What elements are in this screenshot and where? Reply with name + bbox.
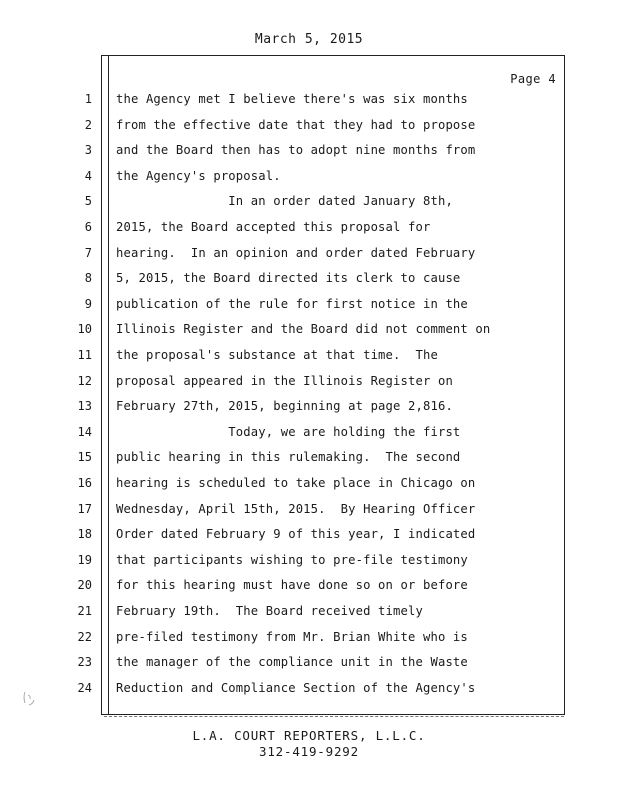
transcript-line: the manager of the compliance unit in the Waste <box>116 655 468 669</box>
transcript-line: Illinois Register and the Board did not comment on <box>116 322 491 336</box>
line-number: 6 <box>84 220 92 234</box>
line-number: 14 <box>77 425 92 439</box>
transcript-line: hearing is scheduled to take place in Chicago on <box>116 476 476 490</box>
line-number: 1 <box>84 92 92 106</box>
line-number: 18 <box>77 527 92 541</box>
transcript-line: and the Board then has to adopt nine months from <box>116 143 476 157</box>
line-number: 17 <box>77 502 92 516</box>
line-number: 24 <box>77 681 92 695</box>
transcript-date: March 5, 2015 <box>254 32 364 47</box>
scan-artifact-icon <box>22 688 36 708</box>
transcript-line: February 27th, 2015, beginning at page 2,816. <box>116 399 453 413</box>
line-number: 8 <box>84 271 92 285</box>
transcript-line: that participants wishing to pre-file testimony <box>116 553 468 567</box>
line-number: 11 <box>77 348 92 362</box>
transcript-line: 5, 2015, the Board directed its clerk to cause <box>116 271 461 285</box>
transcript-line: pre-filed testimony from Mr. Brian White who is <box>116 630 468 644</box>
transcript-line: Today, we are holding the first <box>116 425 461 439</box>
line-number: 20 <box>77 578 92 592</box>
line-number: 4 <box>84 169 92 183</box>
transcript-line: publication of the rule for first notice in the <box>116 297 468 311</box>
court-reporter-name: L.A. COURT REPORTERS, L.L.C. <box>192 728 426 743</box>
line-number: 7 <box>84 246 92 260</box>
transcript-line: Order dated February 9 of this year, I indicated <box>116 527 476 541</box>
line-number: 13 <box>77 399 92 413</box>
line-number: 10 <box>77 322 92 336</box>
page-bottom-rule <box>104 716 564 717</box>
transcript-line: the proposal's substance at that time. The <box>116 348 438 362</box>
transcript-line: for this hearing must have done so on or before <box>116 578 468 592</box>
line-number: 2 <box>84 118 92 132</box>
page-number: Page 4 <box>510 72 556 86</box>
line-number: 19 <box>77 553 92 567</box>
transcript-line: the Agency's proposal. <box>116 169 281 183</box>
transcript-line: Wednesday, April 15th, 2015. By Hearing Officer <box>116 502 476 516</box>
line-number: 9 <box>84 297 92 311</box>
margin-rule <box>108 55 109 715</box>
transcript-line: In an order dated January 8th, <box>116 194 453 208</box>
transcript-line: proposal appeared in the Illinois Register on <box>116 374 453 388</box>
line-number: 23 <box>77 655 92 669</box>
line-number: 21 <box>77 604 92 618</box>
transcript-line: February 19th. The Board received timely <box>116 604 423 618</box>
transcript-line: 2015, the Board accepted this proposal for <box>116 220 431 234</box>
transcript-line: public hearing in this rulemaking. The second <box>116 450 461 464</box>
transcript-line: from the effective date that they had to propose <box>116 118 476 132</box>
court-reporter-phone: 312-419-9292 <box>259 744 359 759</box>
line-number: 5 <box>84 194 92 208</box>
line-number: 22 <box>77 630 92 644</box>
transcript-line: hearing. In an opinion and order dated February <box>116 246 476 260</box>
line-number: 3 <box>84 143 92 157</box>
line-number: 12 <box>77 374 92 388</box>
line-number: 15 <box>77 450 92 464</box>
transcript-line: the Agency met I believe there's was six months <box>116 92 468 106</box>
transcript-line: Reduction and Compliance Section of the Agency's <box>116 681 476 695</box>
line-number: 16 <box>77 476 92 490</box>
